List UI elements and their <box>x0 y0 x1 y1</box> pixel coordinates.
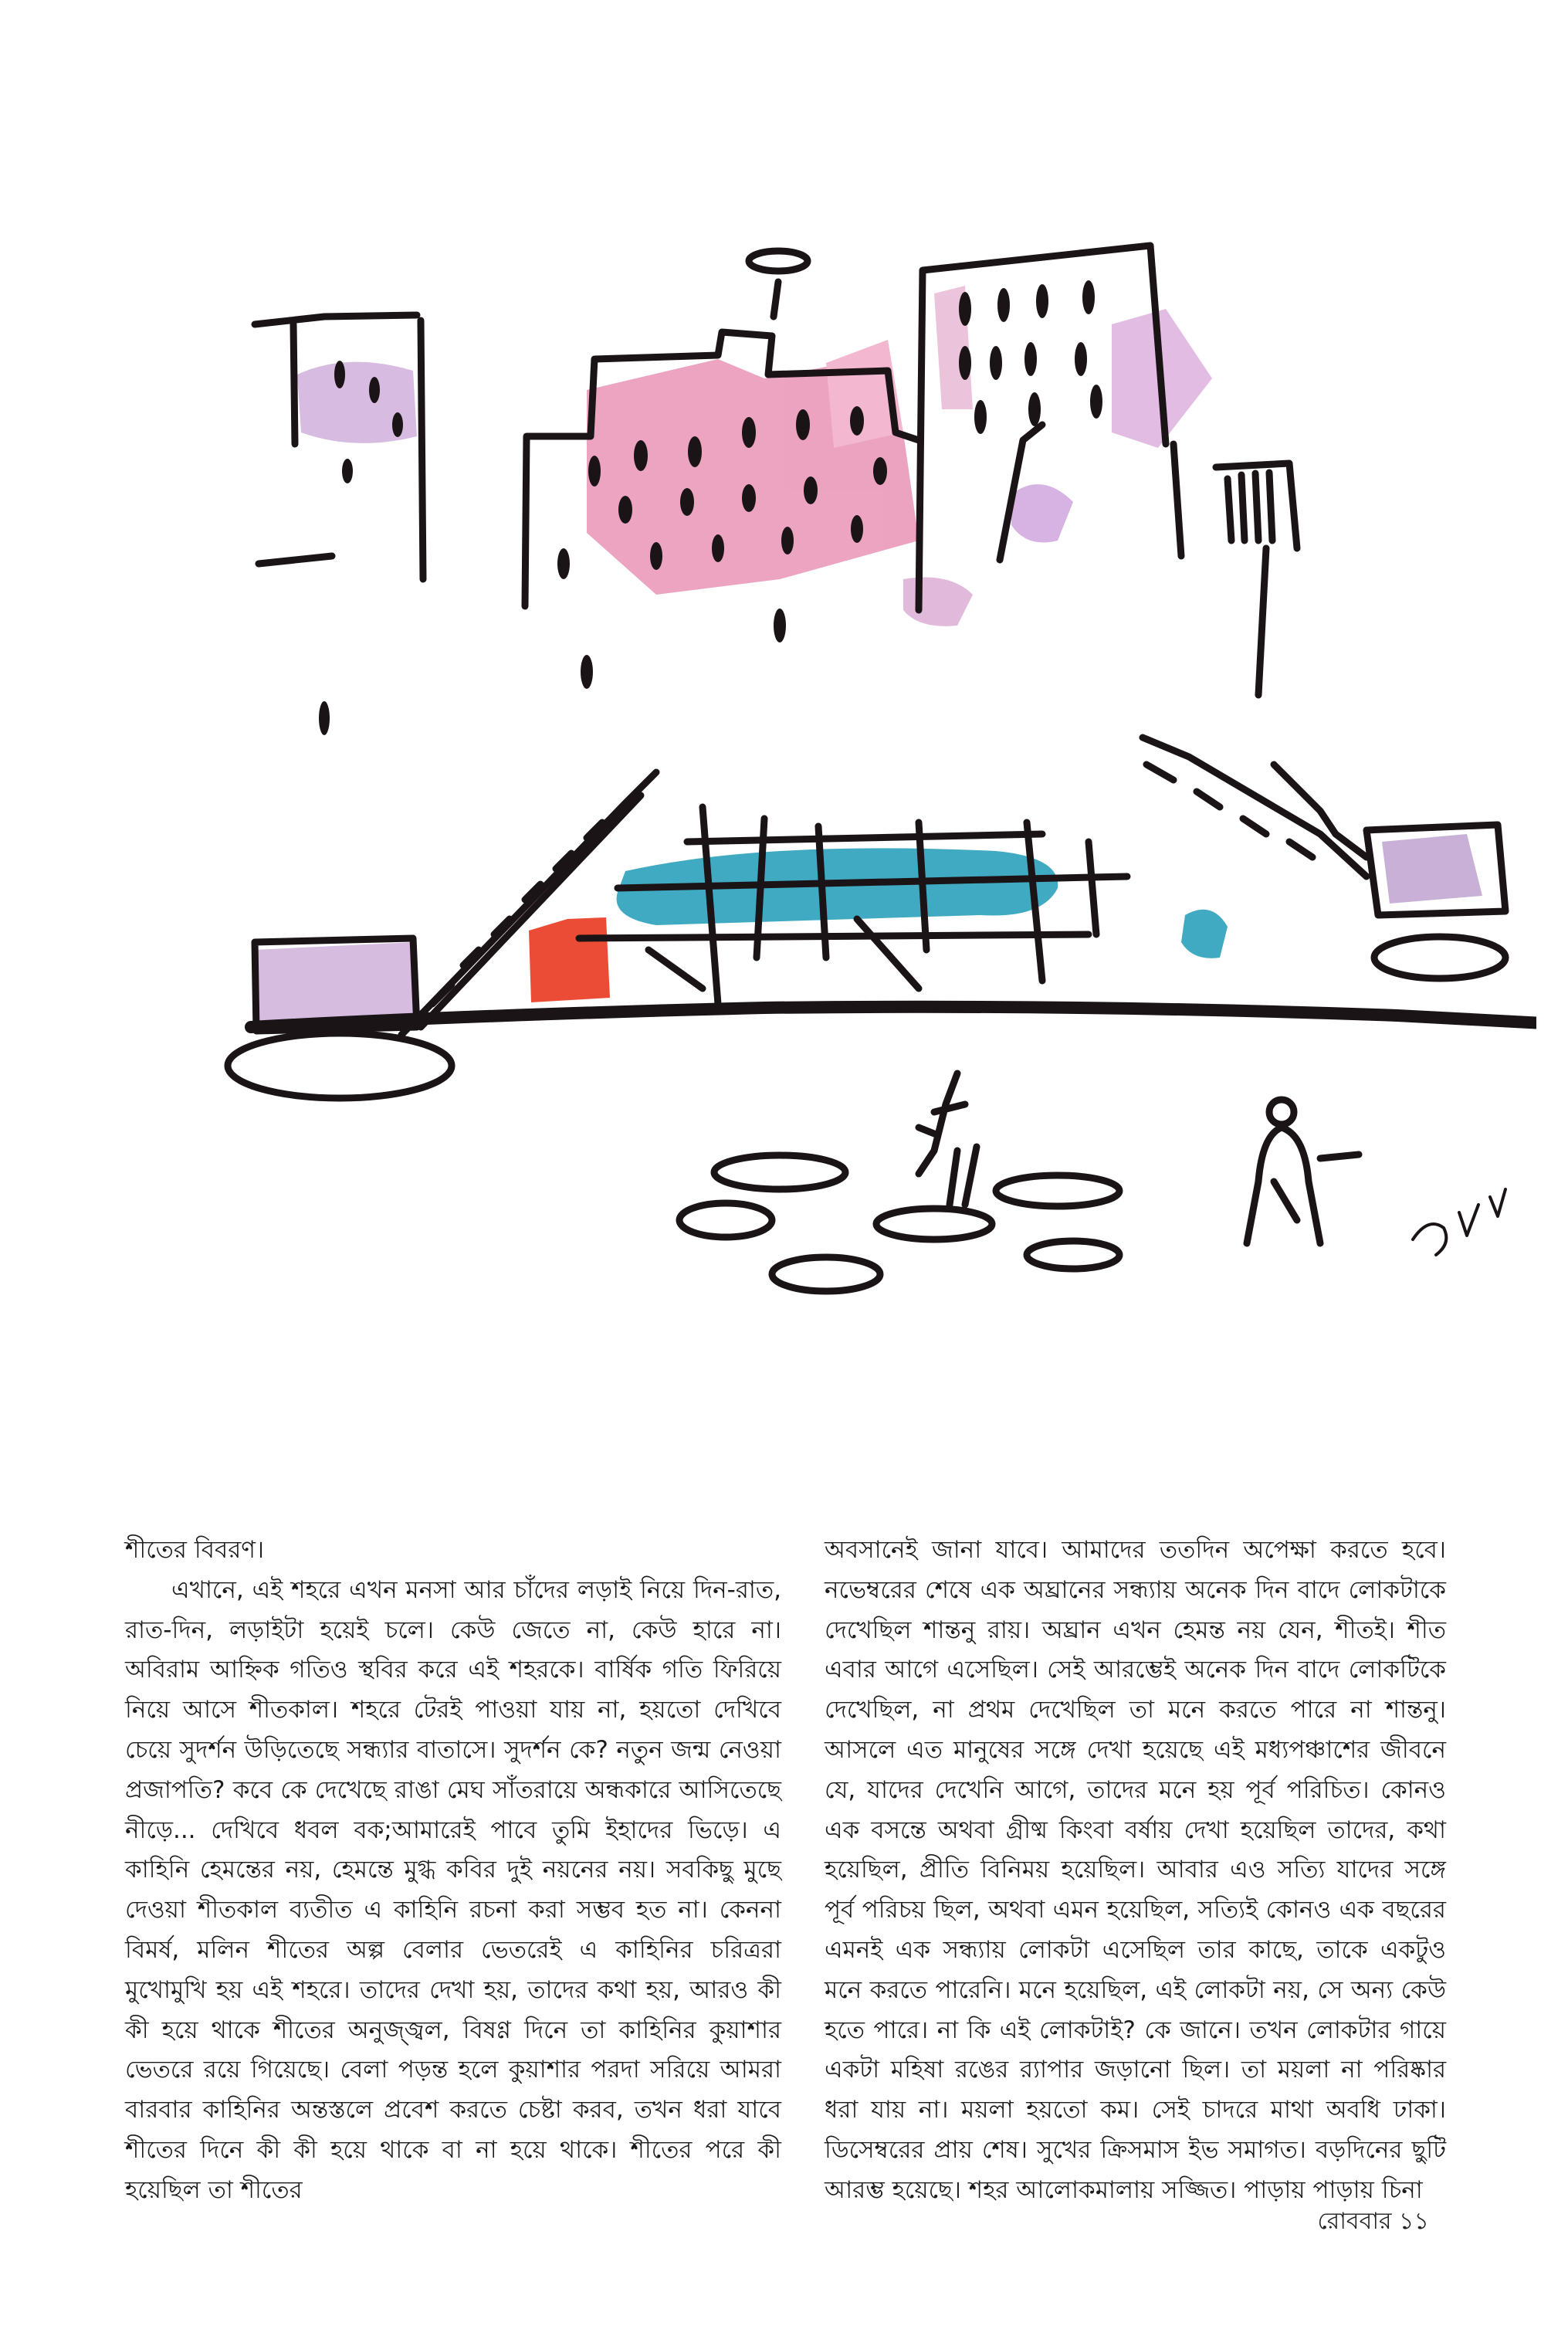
article-body-left: এখানে, এই শহরে এখন মনসা আর চাঁদের লড়াই নিয়ে দিন-রাত, রাত-দিন, লড়াইটা হয়েই চলে। কেউ জেতে না, কেউ হারে না। অবিরাম আহ্নিক গতিও স্থবির করে এই শহরকে। বার্ষিক গতি ফিরিয়ে নিয়ে আসে শীতকাল। শহরে টেরই পাওয়া যায় না, হয়তো দেখিবে চেয়ে সুদর্শন উড়িতেছে সন্ধ্যার বাতাসে। সুদর্শন কে? নতুন জন্ম নেওয়া প্রজাপতি? কবে কে দেখেছে রাঙা মেঘ সাঁতরায়ে অন্ধকারে আসিতেছে নীড়ে... দেখিবে ধবল বক;আমারেই পাবে তুমি ইহাদের ভিড়ে। এ কাহিনি হেমন্তের নয়, হেমন্তে মুগ্ধ কবির দুই নয়নের নয়। সবকিছু মুছে দেওয়া শীতকাল ব্যতীত এ কাহিনি রচনা করা সম্ভব হত না। কেননা বিমর্ষ, মলিন শীতের অল্প বেলার ভেতরেই এ কাহিনির চরিত্ররা মুখোমুখি হয় এই শহরে। তাদের দেখা হয়, তাদের কথা হয়, আরও কী কী হয়ে থাকে শীতের অনুজ্জ্বল, বিষণ্ণ দিনে তা কাহিনির কুয়াশার ভেতরে রয়ে গিয়েছে। বেলা পড়ন্ত হলে কুয়াশার পরদা সরিয়ে আমরা বারবার কাহিনির অন্তস্তলে প্রবেশ করতে চেষ্টা করব, তখন ধরা যাবে শীতের দিনে কী কী হয়ে থাকে বা না হয়ে থাকে। শীতের পরে কী হয়েছিল তা শীতের <box>125 1575 781 2204</box>
article-heading: শীতের বিবরণ। <box>125 1536 265 1564</box>
article-body-right: অবসানেই জানা যাবে। আমাদের ততদিন অপেক্ষা করতে হবে। নভেম্বরের শেষে এক অঘ্রানের সন্ধ্যায় অনেক দিন বাদে লোকটাকে দেখেছিল শান্তনু রায়। অঘ্রান এখন হেমন্ত নয় যেন, শীতই। শীত এবার আগে এসেছিল। সেই আরম্ভেই অনেক দিন বাদে লোকটিকে দেখেছিল, না প্রথম দেখেছিল তা মনে করতে পারে না শান্তনু। আসলে এত মানুষের সঙ্গে দেখা হয়েছে এই মধ্যপঞ্চাশের জীবনে যে, যাদের দেখেনি আগে, তাদের মনে হয় পূর্ব পরিচিত। কোনও এক বসন্তে অথবা গ্রীষ্ম কিংবা বর্ষায় দেখা হয়েছিল তাদের, কথা হয়েছিল, প্রীতি বিনিময় হয়েছিল। আবার এও সত্যি যাদের সঙ্গে পূর্ব পরিচয় ছিল, অথবা এমন হয়েছিল, সত্যিই কোনও এক বছরের এমনই এক সন্ধ্যায় লোকটা এসেছিল তার কাছে, তাকে একটুও মনে করতে পারেনি। মনে হয়েছিল, এই লোকটা নয়, সে অন্য কেউ হতে পারে। না কি এই লোকটাই? কে জানে। তখন লোকটার গায়ে একটা মহিষা রঙের র‍্যাপার জড়ানো ছিল। তা ময়লা না পরিষ্কার ধরা যায় না। ময়লা হয়তো কম। সেই চাদরে মাথা অবধি ঢাকা। ডিসেম্বরের প্রায় শেষ। সুখের ক্রিসমাস ইভ সমাগত। বড়দিনের ছুটি আরম্ভ হয়েছে। শহর আলোকমালায় সজ্জিত। পাড়ায় পাড়ায় চিনা <box>825 1536 1446 2204</box>
article-left-column <box>125 1531 781 2211</box>
article-right-column <box>825 1531 1446 2211</box>
cyan-wash-small <box>1181 910 1228 958</box>
page-folio: রোববার ১১ <box>1317 2208 1429 2235</box>
red-wash <box>529 917 610 1002</box>
city-sketch-illustration <box>224 178 1536 1413</box>
